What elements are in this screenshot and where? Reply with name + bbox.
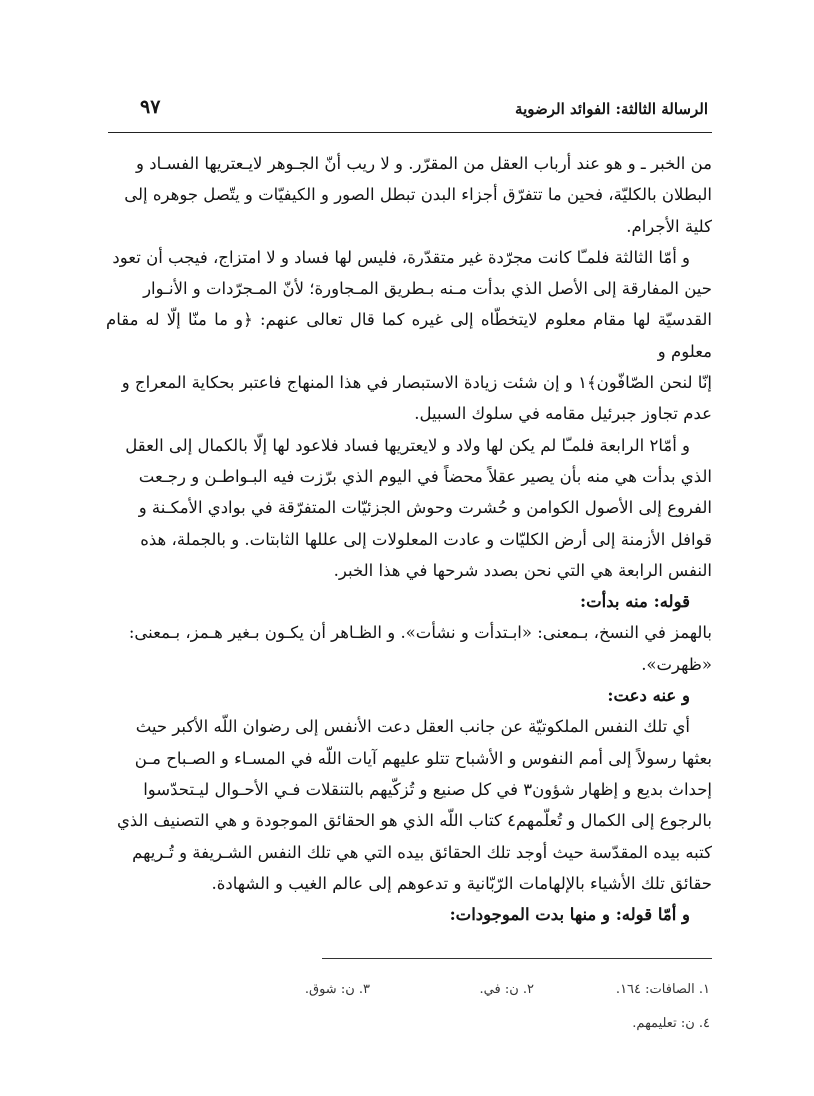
footnote-3: ٣. ن: شوق.: [304, 981, 370, 997]
text-line: بعثها رسولاً إلى أمم النفوس و الأشباح تتلو عليهم آيات اللّه في المسـاء و الصـباح مـن: [134, 748, 712, 768]
text-line: النفس الرابعة هي التي نحن بصدد شرحها في هذا الخبر.: [333, 560, 712, 580]
text-line: القدسيّة لها مقام معلوم لايتخطّاه إلى غيره كما قال تعالى عنهم: ﴿و ما منّا إلّا له مقام معلوم و: [106, 310, 712, 361]
header-rule: [108, 132, 712, 133]
running-title: الرسالة الثالثة: الفوائد الرضوية: [515, 100, 708, 118]
main-text: [106, 148, 712, 930]
footnotes: [220, 972, 710, 1040]
text-line: قوافل الأزمنة إلى أرض الكليّات و عادت المعلولات إلى عللها الثابتات. و بالجملة، هذه: [140, 529, 712, 549]
commentary-label: و عنه دعت:: [607, 686, 690, 706]
text-line: و أمّا الثالثة فلمـّا كانت مجرّدة غير متقدّرة، فليس لها فساد و لا امتزاج، فيجب أن تعود: [112, 247, 690, 267]
text-line: حقائق تلك الأشياء بالإلهامات الرّبّانية و تدعوهم إلى عالم الغيب و الشهادة.: [211, 873, 712, 893]
text-line: كتبه بيده المقدّسة حيث أوجد تلك الحقائق بيده التي هي تلك النفس الشـريفة و تُـريهم: [132, 842, 712, 862]
text-line: إحداث بديع و إظهار شؤون٣ في كل صنيع و تُزكّيهم بالتنقلات فـي الأحـوال ليـتحدّسوا: [143, 779, 712, 799]
footnote-rule: [322, 958, 712, 959]
footnote-1: ١. الصافات: ١٦٤.: [615, 981, 710, 997]
text-line: بالرجوع إلى الكمال و تُعلّمهم٤ كتاب اللّه الذي هو الحقائق الموجودة و هي التصنيف الذي: [116, 811, 712, 831]
text-line: حين المفارقة إلى الأصل الذي بدأت مـنه بـطريق المـجاورة؛ لأنّ المـجرّدات و الأنـوار: [143, 279, 712, 299]
footnote-row: [220, 1006, 710, 1040]
commentary-label: قوله: منه بدأت:: [580, 592, 690, 612]
footnote-4: ٤. ن: تعليمهم.: [632, 1015, 710, 1031]
text-line: من الخبر ـ و هو عند أرباب العقل من المقرّر. و لا ريب أنّ الجـوهر لايـعتريها الفسـاد و: [136, 154, 712, 173]
text-line: أي تلك النفس الملكوتيّة عن جانب العقل دعت الأنفس إلى رضوان اللّه الأكبر حيث: [135, 717, 690, 737]
text-line: إنّا لنحن الصّافّون﴾١ و إن شئت زيادة الاستبصار في هذا المنهاج فاعتبر بحكاية المعراج و: [121, 373, 712, 393]
text-line: عدم تجاوز جبرئيل مقامه في سلوك السبيل.: [414, 404, 712, 424]
text-line: بالهمز في النسخ، بـمعنى: «ابـتدأت و نشأت». و الظـاهر أن يكـون بـغير هـمز، بـمعنى:: [128, 623, 712, 643]
running-header: [108, 94, 708, 128]
text-line: و أمّا٢ الرابعة فلمـّا لم يكن لها ولاد و لايعتريها فساد فلاعود لها إلّا بالكمال إلى العقل: [125, 435, 690, 455]
page-number: ٩٧: [140, 96, 161, 118]
commentary-label: و أمّا قوله: و منها بدت الموجودات:: [449, 905, 690, 925]
footnote-2: ٢. ن: في.: [479, 981, 534, 997]
text-line: البطلان بالكليّة، فحين ما تتفرّق أجزاء البدن تبطل الصور و الكيفيّات و يتّصل جوهره إلى: [124, 185, 712, 205]
text-line: كلية الأجرام.: [626, 216, 712, 236]
text-line: «ظهرت».: [641, 654, 712, 674]
text-line: الذي بدأت هي منه بأن يصير عقلاً محضاً في اليوم الذي برّزت فيه البـواطـن و رجـعت: [138, 466, 712, 486]
text-line: الفروع إلى الأصول الكوامن و حُشرت وحوش الجزئيّات المتفرّقة في بوادي الأمكـنة و: [138, 498, 712, 518]
footnote-row: [220, 972, 710, 1006]
